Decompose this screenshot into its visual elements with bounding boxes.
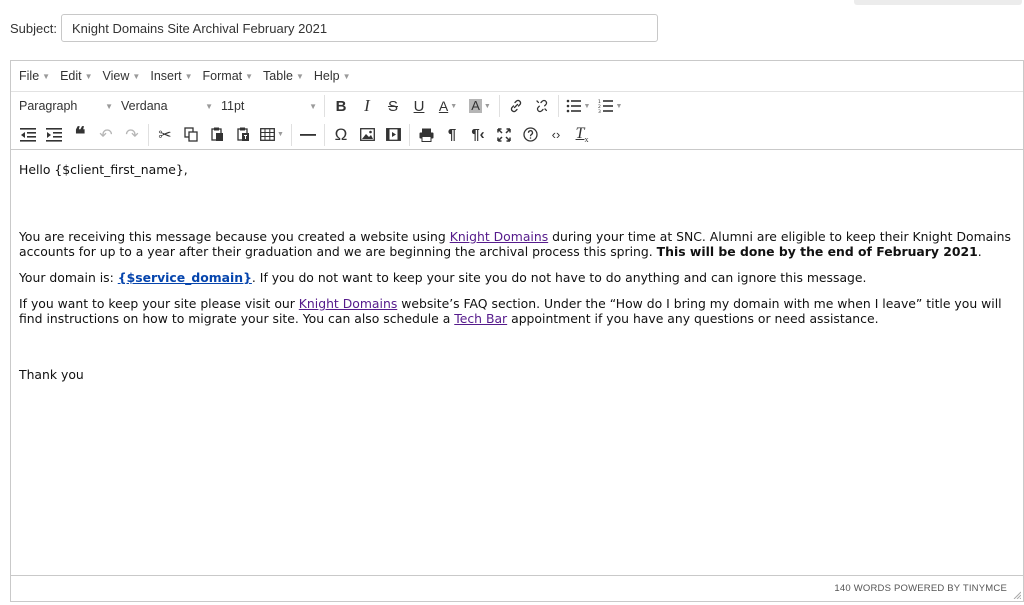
chevron-down-icon: ▼ xyxy=(84,71,93,81)
menu-help[interactable]: Help ▼ xyxy=(313,69,351,83)
toolbar-row-1 xyxy=(11,92,1023,120)
menu-edit[interactable]: Edit ▼ xyxy=(60,69,93,83)
table-icon xyxy=(260,128,275,141)
cut-button[interactable] xyxy=(152,123,178,147)
menu-table[interactable]: Table ▼ xyxy=(263,69,304,83)
paste-button[interactable] xyxy=(204,123,230,147)
blockquote-button[interactable] xyxy=(67,123,93,147)
block-format-select[interactable]: Paragraph ▼ xyxy=(19,99,113,113)
clear-formatting-icon: $T_x$ xyxy=(575,124,589,145)
knight-domains-link[interactable]: Knight Domains xyxy=(449,229,549,244)
menu-insert[interactable]: Insert ▼ xyxy=(150,69,193,83)
media-icon xyxy=(386,128,401,141)
chevron-down-icon: ▼ xyxy=(615,102,623,110)
link-icon xyxy=(508,98,524,114)
strikethrough-icon: S xyxy=(387,97,398,115)
subject-row xyxy=(10,14,658,42)
word-count: 140 WORDS POWERED BY TINYMCE xyxy=(834,583,1007,594)
horizontal-rule-button[interactable] xyxy=(295,123,321,147)
toolbar-separator xyxy=(148,124,149,146)
help-icon xyxy=(523,127,538,142)
greeting-line: Hello {$client_first_name}, xyxy=(19,162,188,177)
chevron-down-icon: ▼ xyxy=(105,101,113,111)
source-code-button[interactable] xyxy=(543,123,569,147)
chevron-down-icon: ▼ xyxy=(483,102,491,110)
bold-icon: B xyxy=(335,97,347,115)
background-color-icon: A xyxy=(471,98,480,113)
font-size-select[interactable]: 11pt ▼ xyxy=(221,99,317,113)
toolbar-separator xyxy=(558,95,559,117)
printer-icon xyxy=(419,128,434,142)
paste-icon xyxy=(210,127,225,142)
undo-icon: ↶ xyxy=(99,126,113,144)
numbered-list-icon xyxy=(598,99,614,113)
numbered-list-button[interactable] xyxy=(594,94,626,118)
print-button[interactable] xyxy=(413,123,439,147)
svg-text:3: 3 xyxy=(597,110,601,113)
ltr-button[interactable] xyxy=(439,123,465,147)
chevron-down-icon: ▼ xyxy=(132,71,141,81)
image-icon xyxy=(360,128,375,141)
menu-file[interactable]: File ▼ xyxy=(19,69,51,83)
special-character-button[interactable] xyxy=(328,123,354,147)
redo-button[interactable] xyxy=(119,123,145,147)
omega-icon: Ω xyxy=(334,124,348,144)
insert-link-button[interactable] xyxy=(503,94,529,118)
indent-button[interactable] xyxy=(41,123,67,147)
toolbar-separator xyxy=(291,124,292,146)
chevron-down-icon: ▼ xyxy=(309,101,317,111)
underline-icon: U xyxy=(413,97,425,115)
text-color-icon: A xyxy=(438,98,449,114)
insert-media-button[interactable] xyxy=(380,123,406,147)
background-color-button[interactable] xyxy=(464,94,496,118)
insert-image-button[interactable] xyxy=(354,123,380,147)
copy-icon xyxy=(184,127,199,142)
chevron-down-icon: ▼ xyxy=(450,102,458,110)
closing-line: Thank you xyxy=(19,367,84,382)
remove-link-button[interactable] xyxy=(529,94,555,118)
clear-formatting-button[interactable] xyxy=(569,123,595,147)
italic-button[interactable] xyxy=(354,94,380,118)
strikethrough-button[interactable] xyxy=(380,94,406,118)
menubar xyxy=(11,61,1023,92)
top-strip xyxy=(854,0,1022,5)
table-button[interactable] xyxy=(256,123,288,147)
paragraph-2: Your domain is: {$service_domain}. If you do not want to keep your site you do not have to do anything and can ignore this message. xyxy=(19,270,867,285)
menu-view[interactable]: View ▼ xyxy=(102,69,141,83)
text-color-button[interactable] xyxy=(432,94,464,118)
chevron-down-icon: ▼ xyxy=(342,71,351,81)
font-family-select[interactable]: Verdana ▼ xyxy=(121,99,213,113)
subject-label: Subject: xyxy=(10,20,57,36)
horizontal-rule-icon xyxy=(300,133,316,137)
paragraph-1: You are receiving this message because you created a website using Knight Domains during your time at SNC. Alumni are eligible to keep their Knight Domains accounts for up to a year after their graduation and we are beginning the archival process this spring. This will be done by the end of February 2021. xyxy=(19,229,1011,259)
toolbar-separator xyxy=(324,95,325,117)
outdent-button[interactable] xyxy=(15,123,41,147)
underline-button[interactable] xyxy=(406,94,432,118)
paragraph-3: If you want to keep your site please visit our Knight Domains website’s FAQ section. Under the “How do I bring my domain with me when I leave” title you will find instructions on how to migrate your site. You can also schedule a Tech Bar appointment if you have any questions or need assistance. xyxy=(19,296,1002,326)
paste-text-icon xyxy=(236,127,251,142)
fullscreen-button[interactable] xyxy=(491,123,517,147)
rich-text-editor xyxy=(10,60,1024,602)
paragraph-ltr-icon: ¶ xyxy=(447,126,457,143)
tech-bar-link[interactable]: Tech Bar xyxy=(454,311,508,326)
undo-button[interactable] xyxy=(93,123,119,147)
empty-line xyxy=(19,188,1015,203)
menu-format[interactable]: Format ▼ xyxy=(202,69,254,83)
chevron-down-icon: ▼ xyxy=(205,101,213,111)
chevron-down-icon: ▼ xyxy=(583,102,591,110)
bullet-list-button[interactable] xyxy=(562,94,594,118)
fullscreen-icon xyxy=(497,128,511,142)
chevron-down-icon: ▼ xyxy=(295,71,304,81)
indent-icon xyxy=(46,128,62,142)
unlink-icon xyxy=(534,98,550,114)
scissors-icon: ✂ xyxy=(158,126,172,144)
help-button[interactable] xyxy=(517,123,543,147)
status-bar xyxy=(11,575,1023,601)
toolbar-separator xyxy=(324,124,325,146)
editor-content[interactable] xyxy=(11,150,1023,576)
toolbar-separator xyxy=(499,95,500,117)
copy-button[interactable] xyxy=(178,123,204,147)
subject-input[interactable] xyxy=(61,14,658,42)
knight-domains-faq-link[interactable]: Knight Domains xyxy=(298,296,398,311)
outdent-icon xyxy=(20,128,36,142)
redo-icon: ↷ xyxy=(125,126,139,144)
service-domain-link[interactable]: {$service_domain} xyxy=(117,270,252,285)
empty-line xyxy=(19,352,1015,367)
quote-icon: ❝ xyxy=(74,124,86,146)
deadline-text: This will be done by the end of February 2021 xyxy=(656,244,978,259)
toolbar-row-2 xyxy=(11,120,1023,150)
toolbar-separator xyxy=(409,124,410,146)
chevron-down-icon: ▼ xyxy=(277,131,284,138)
italic-icon: I xyxy=(364,96,370,115)
chevron-down-icon: ▼ xyxy=(42,71,51,81)
paste-text-button[interactable] xyxy=(230,123,256,147)
svg-text:2: 2 xyxy=(597,105,601,110)
chevron-down-icon: ▼ xyxy=(245,71,254,81)
svg-text:1: 1 xyxy=(597,100,601,105)
bullet-list-icon xyxy=(566,99,582,113)
code-icon: ‹› xyxy=(551,127,561,142)
rtl-button[interactable] xyxy=(465,123,491,147)
chevron-down-icon: ▼ xyxy=(184,71,193,81)
bold-button[interactable] xyxy=(328,94,354,118)
resize-handle-icon[interactable] xyxy=(1013,591,1021,599)
paragraph-rtl-icon: ¶‹ xyxy=(471,126,485,143)
